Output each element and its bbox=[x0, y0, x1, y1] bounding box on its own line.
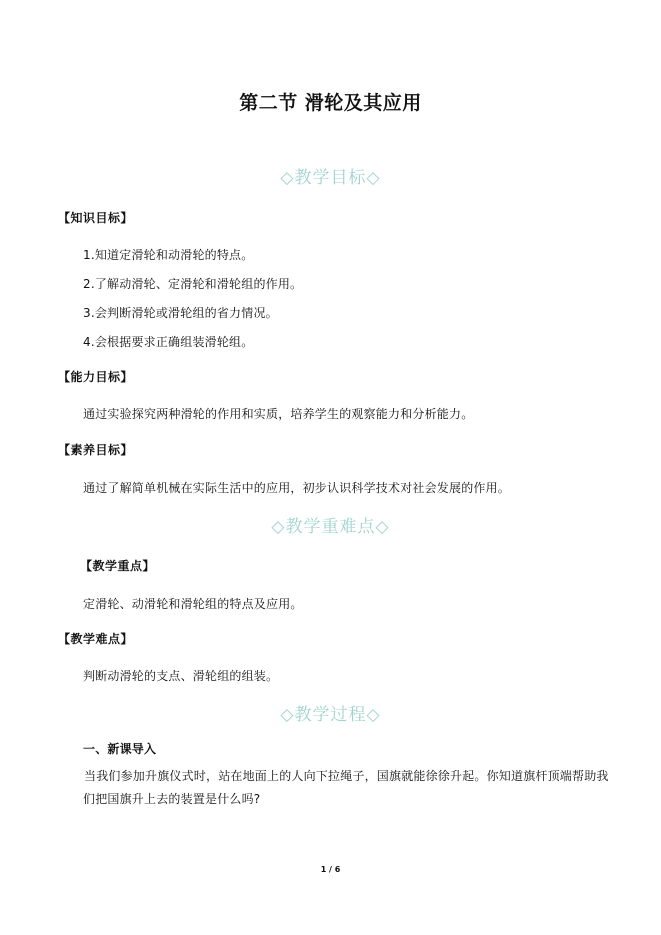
knowledge-item-4: 4.会根据要求正确组装滑轮组。 bbox=[83, 335, 254, 349]
key-points-heading: 【教学重点】 bbox=[80, 559, 156, 573]
intro-heading: 一、新课导入 bbox=[83, 742, 157, 756]
knowledge-item-2: 2.了解动滑轮、定滑轮和滑轮组的作用。 bbox=[83, 277, 303, 291]
knowledge-objectives-heading: 【知识目标】 bbox=[58, 211, 134, 225]
difficult-points-text: 判断动滑轮的支点、滑轮组的组装。 bbox=[83, 669, 279, 683]
knowledge-item-3: 3.会判断滑轮或滑轮组的省力情况。 bbox=[83, 306, 278, 320]
section-heading-objectives: ◇教学目标◇ bbox=[280, 168, 381, 188]
literacy-objectives-text: 通过了解简单机械在实际生活中的应用，初步认识科学技术对社会发展的作用。 bbox=[83, 481, 511, 495]
page-title: 第二节 滑轮及其应用 bbox=[239, 92, 422, 114]
section-heading-key-difficult: ◇教学重难点◇ bbox=[271, 517, 390, 537]
ability-objectives-heading: 【能力目标】 bbox=[58, 370, 134, 384]
intro-paragraph: 当我们参加升旗仪式时，站在地面上的人向下拉绳子，国旗就能徐徐升起。你知道旗杆顶端帮助我们把国旗升上去的装置是什么吗? bbox=[83, 769, 609, 806]
key-points-text: 定滑轮、动滑轮和滑轮组的特点及应用。 bbox=[83, 597, 303, 611]
difficult-points-heading: 【教学难点】 bbox=[58, 632, 134, 646]
page-number: 1 / 6 bbox=[320, 865, 341, 874]
section-heading-process: ◇教学过程◇ bbox=[280, 705, 381, 725]
ability-objectives-text: 通过实验探究两种滑轮的作用和实质，培养学生的观察能力和分析能力。 bbox=[83, 407, 474, 421]
literacy-objectives-heading: 【素养目标】 bbox=[58, 443, 134, 457]
knowledge-item-1: 1.知道定滑轮和动滑轮的特点。 bbox=[83, 248, 254, 262]
